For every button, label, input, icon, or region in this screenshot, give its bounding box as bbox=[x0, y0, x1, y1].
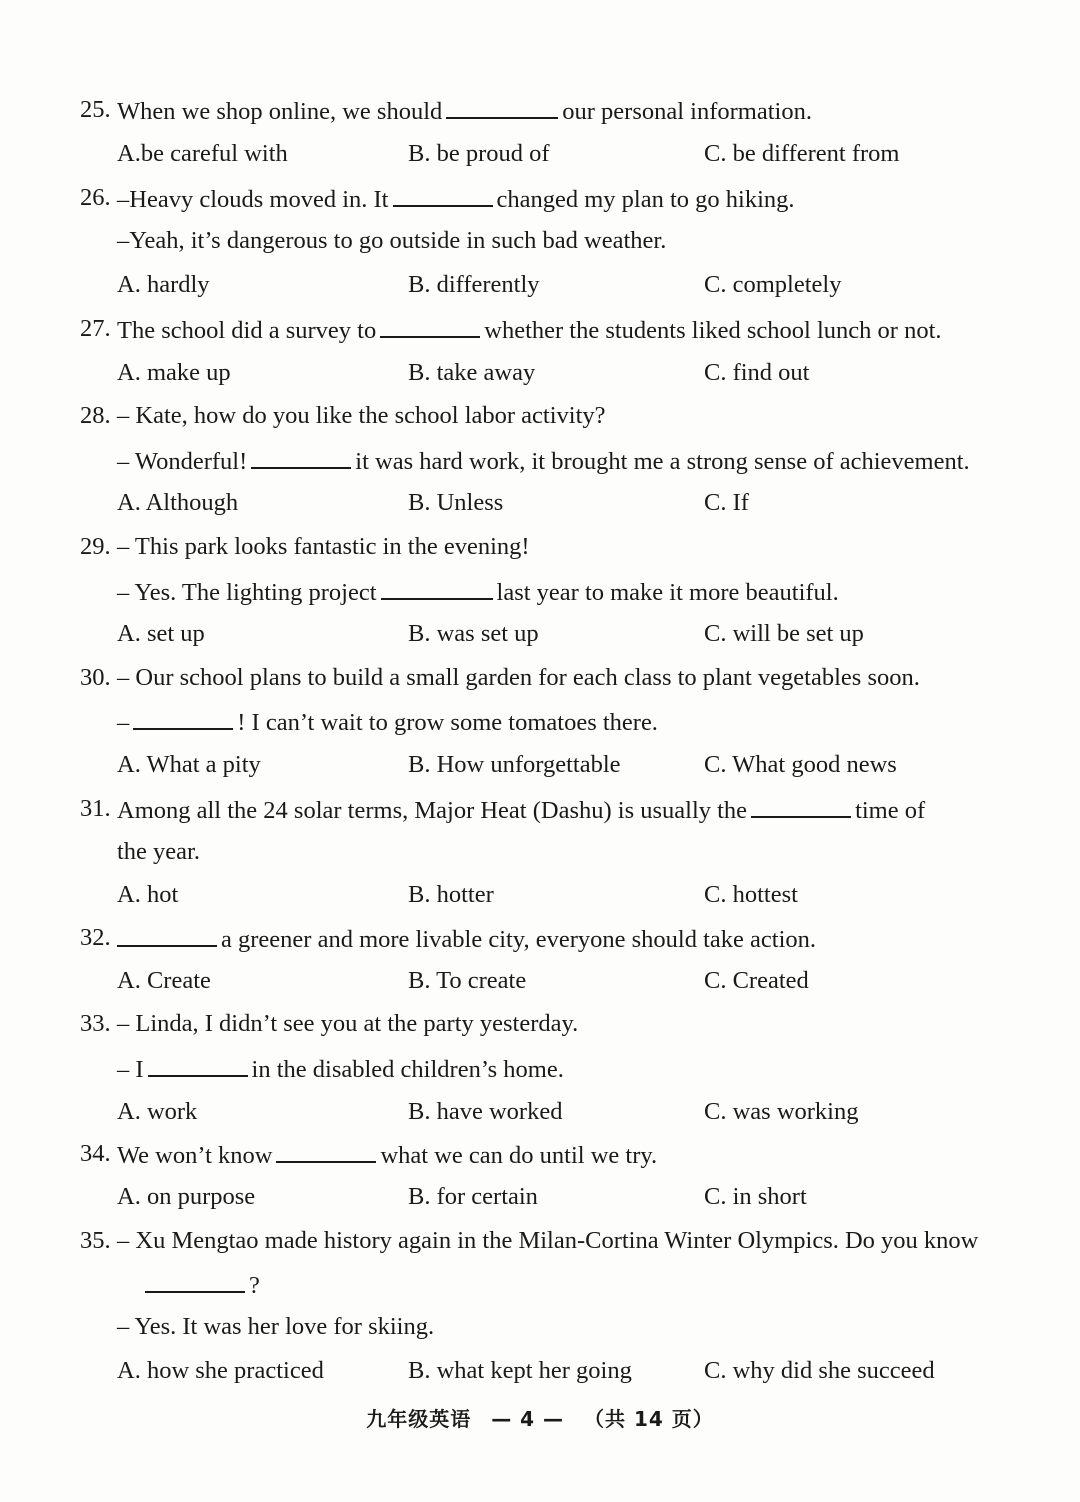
option-a[interactable]: A. What a pity bbox=[117, 751, 261, 778]
question-number: 25. bbox=[80, 96, 111, 123]
option-a[interactable]: A. work bbox=[117, 1098, 198, 1125]
question-text: a greener and more livable city, everyone should take action. bbox=[221, 926, 817, 953]
question-text: – Xu Mengtao made history again in the Milan-Cortina Winter Olympics. Do you know bbox=[117, 1227, 979, 1254]
option-b[interactable]: B. take away bbox=[408, 359, 536, 386]
option-c[interactable]: C. will be set up bbox=[704, 620, 864, 647]
question-text: Among all the 24 solar terms, Major Heat (Dashu) is usually the bbox=[117, 797, 748, 824]
question-text: – bbox=[117, 709, 130, 736]
question-text: our personal information. bbox=[562, 98, 812, 125]
option-b[interactable]: B. for certain bbox=[408, 1183, 538, 1210]
footer-total-pages: （共 14 页） bbox=[584, 1407, 714, 1431]
question-line bbox=[117, 532, 530, 562]
option-a[interactable]: A. hardly bbox=[117, 271, 210, 298]
question-line bbox=[117, 183, 795, 213]
option-c[interactable]: C. why did she succeed bbox=[704, 1357, 935, 1384]
question-text: changed my plan to go hiking. bbox=[496, 186, 795, 213]
question-line bbox=[117, 95, 812, 125]
question-text: it was hard work, it brought me a strong sense of achievement. bbox=[355, 448, 970, 475]
option-b[interactable]: B. what kept her going bbox=[408, 1357, 632, 1384]
question-number: 30. bbox=[80, 664, 111, 691]
question-text: – Our school plans to build a small garden for each class to plant vegetables soon. bbox=[117, 664, 920, 691]
question-number: 26. bbox=[80, 184, 111, 211]
question-text: – I bbox=[117, 1056, 144, 1083]
question-line bbox=[117, 923, 816, 953]
option-a[interactable]: A. Although bbox=[117, 489, 239, 516]
question-number: 28. bbox=[80, 402, 111, 429]
question-line bbox=[117, 794, 925, 824]
question-text: – Kate, how do you like the school labor activity? bbox=[117, 402, 606, 429]
option-c[interactable]: C. completely bbox=[704, 271, 842, 298]
question-line bbox=[117, 401, 606, 431]
answer-blank[interactable] bbox=[145, 1269, 245, 1293]
option-c[interactable]: C. be different from bbox=[704, 140, 900, 167]
answer-blank[interactable] bbox=[276, 1139, 376, 1163]
option-b[interactable]: B. was set up bbox=[408, 620, 539, 647]
question-text: – This park looks fantastic in the evening! bbox=[117, 533, 530, 560]
question-number: 29. bbox=[80, 533, 111, 560]
option-c[interactable]: C. was working bbox=[704, 1098, 859, 1125]
question-line bbox=[117, 706, 658, 736]
question-text: – Yes. It was her love for skiing. bbox=[117, 1313, 435, 1340]
question-text: time of bbox=[855, 797, 926, 824]
question-line bbox=[145, 1269, 260, 1299]
question-text: The school did a survey to bbox=[117, 317, 377, 344]
question-text: last year to make it more beautiful. bbox=[496, 579, 839, 606]
question-number: 33. bbox=[80, 1010, 111, 1037]
question-line bbox=[117, 226, 666, 256]
question-line bbox=[117, 576, 839, 606]
option-b[interactable]: B. How unforgettable bbox=[408, 751, 621, 778]
question-text: the year. bbox=[117, 838, 200, 865]
page-footer bbox=[0, 1404, 1080, 1434]
question-line bbox=[117, 1053, 564, 1083]
option-b[interactable]: B. Unless bbox=[408, 489, 504, 516]
option-a[interactable]: A. hot bbox=[117, 881, 179, 908]
option-c[interactable]: C. find out bbox=[704, 359, 810, 386]
question-text: – Yes. The lighting project bbox=[117, 579, 377, 606]
option-b[interactable]: B. hotter bbox=[408, 881, 494, 908]
option-a[interactable]: A. how she practiced bbox=[117, 1357, 324, 1384]
footer-subject: 九年级英语 bbox=[366, 1407, 472, 1431]
option-a[interactable]: A. Create bbox=[117, 967, 211, 994]
option-b[interactable]: B. differently bbox=[408, 271, 540, 298]
answer-blank[interactable] bbox=[380, 314, 480, 338]
option-c[interactable]: C. in short bbox=[704, 1183, 807, 1210]
option-b[interactable]: B. To create bbox=[408, 967, 527, 994]
option-c[interactable]: C. If bbox=[704, 489, 749, 516]
answer-blank[interactable] bbox=[446, 95, 558, 119]
question-text: ! I can’t wait to grow some tomatoes there. bbox=[237, 709, 658, 736]
answer-blank[interactable] bbox=[148, 1053, 248, 1077]
option-c[interactable]: C. Created bbox=[704, 967, 809, 994]
question-text: –Heavy clouds moved in. It bbox=[117, 186, 389, 213]
question-line bbox=[117, 445, 970, 475]
answer-blank[interactable] bbox=[251, 445, 351, 469]
option-a[interactable]: A. on purpose bbox=[117, 1183, 256, 1210]
question-line bbox=[117, 837, 200, 867]
question-number: 27. bbox=[80, 315, 111, 342]
answer-blank[interactable] bbox=[117, 923, 217, 947]
question-line bbox=[117, 1009, 578, 1039]
option-c[interactable]: C. hottest bbox=[704, 881, 798, 908]
option-a[interactable]: A.be careful with bbox=[117, 140, 288, 167]
question-line bbox=[117, 1226, 978, 1256]
option-c[interactable]: C. What good news bbox=[704, 751, 897, 778]
question-number: 35. bbox=[80, 1227, 111, 1254]
question-line bbox=[117, 314, 942, 344]
question-line bbox=[117, 1139, 657, 1169]
question-text: – Wonderful! bbox=[117, 448, 248, 475]
question-text: – Linda, I didn’t see you at the party yesterday. bbox=[117, 1010, 579, 1037]
answer-blank[interactable] bbox=[393, 183, 493, 207]
question-text: what we can do until we try. bbox=[380, 1142, 658, 1169]
question-text: whether the students liked school lunch or not. bbox=[484, 317, 942, 344]
question-text: We won’t know bbox=[117, 1142, 273, 1169]
option-b[interactable]: B. be proud of bbox=[408, 140, 550, 167]
question-text: in the disabled children’s home. bbox=[251, 1056, 564, 1083]
question-text: –Yeah, it’s dangerous to go outside in such bad weather. bbox=[117, 227, 667, 254]
answer-blank[interactable] bbox=[751, 794, 851, 818]
option-a[interactable]: A. make up bbox=[117, 359, 231, 386]
question-text: When we shop online, we should bbox=[117, 98, 443, 125]
option-a[interactable]: A. set up bbox=[117, 620, 205, 647]
answer-blank[interactable] bbox=[381, 576, 493, 600]
question-line bbox=[117, 1312, 434, 1342]
option-b[interactable]: B. have worked bbox=[408, 1098, 563, 1125]
question-number: 31. bbox=[80, 795, 111, 822]
question-number: 34. bbox=[80, 1140, 111, 1167]
footer-page-number: — 4 — bbox=[491, 1407, 565, 1431]
question-line bbox=[117, 663, 920, 693]
question-number: 32. bbox=[80, 924, 111, 951]
answer-blank[interactable] bbox=[133, 706, 233, 730]
question-text: ? bbox=[249, 1272, 260, 1299]
